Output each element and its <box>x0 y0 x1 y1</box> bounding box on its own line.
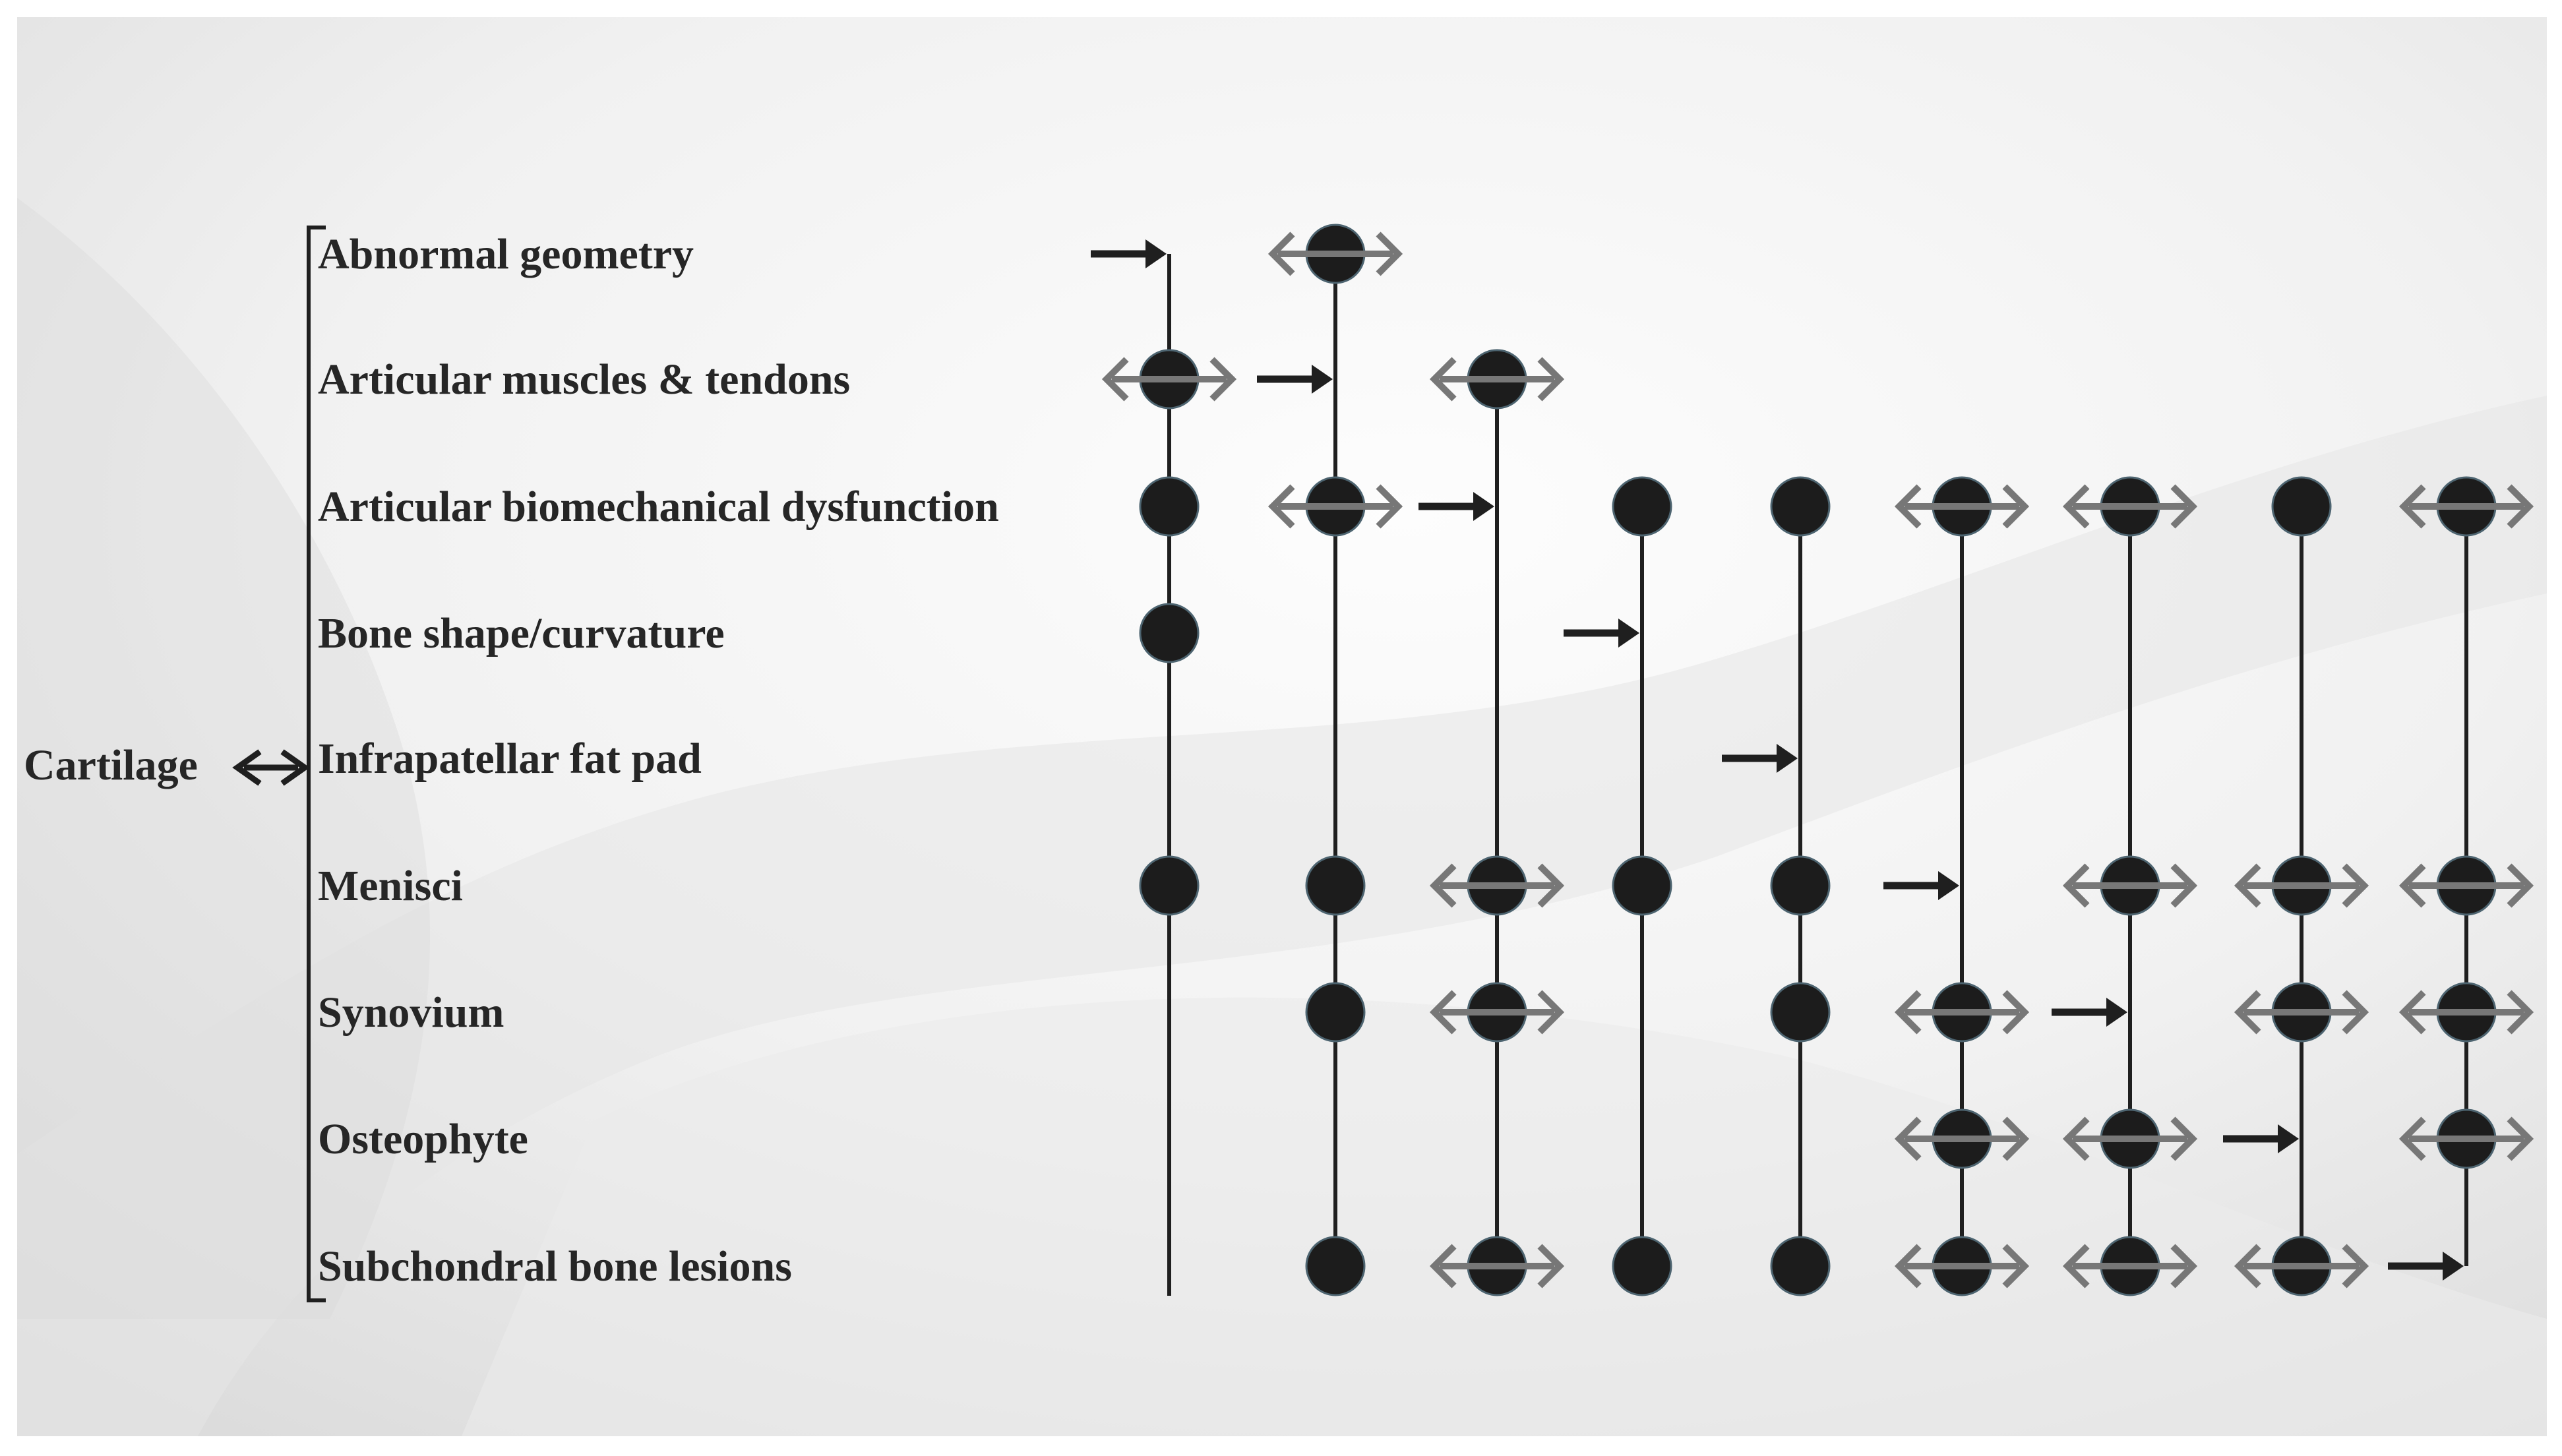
cartilage-label: Cartilage <box>24 741 198 789</box>
factor-label: Osteophyte <box>318 1115 528 1163</box>
factor-dot <box>1613 477 1671 535</box>
factor-label: Synovium <box>318 988 504 1037</box>
factor-dot <box>1306 857 1364 915</box>
factor-dot <box>1140 477 1198 535</box>
factor-dot <box>1771 477 1829 535</box>
factor-label: Abnormal geometry <box>318 230 694 278</box>
factor-dot <box>1613 1237 1671 1295</box>
factor-label: Subchondral bone lesions <box>318 1242 792 1290</box>
factor-dot <box>1306 1237 1364 1295</box>
factor-dot <box>1140 857 1198 915</box>
factor-label: Menisci <box>318 862 463 910</box>
factor-label: Bone shape/curvature <box>318 609 725 657</box>
factor-dot <box>1613 857 1671 915</box>
factor-dot <box>1771 857 1829 915</box>
factor-label: Infrapatellar fat pad <box>318 735 702 783</box>
factor-dot <box>1771 1237 1829 1295</box>
factor-dot <box>1140 604 1198 662</box>
factor-dot <box>2272 477 2331 535</box>
factor-label: Articular muscles & tendons <box>318 355 851 404</box>
factor-dot <box>1306 983 1364 1041</box>
factor-label: Articular biomechanical dysfunction <box>318 483 999 531</box>
factor-dot <box>1771 983 1829 1041</box>
